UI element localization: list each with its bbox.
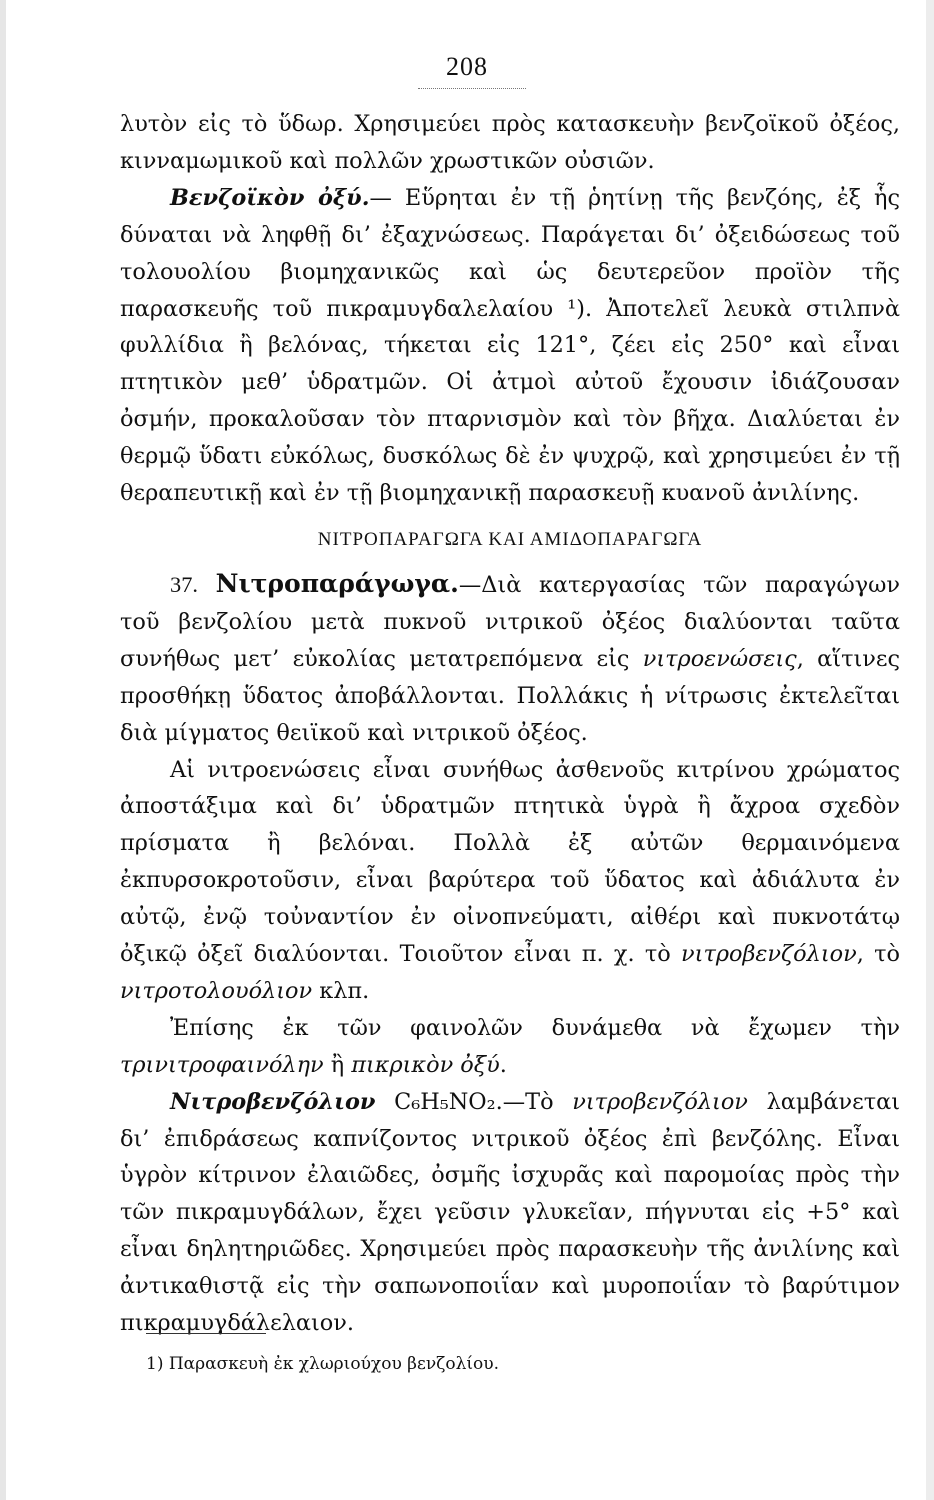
paragraph-lead-term: Νιτροβενζόλιον: [170, 1088, 376, 1115]
paragraph-text: .—Τὸ: [495, 1088, 573, 1115]
paragraph-text: λυτὸν εἰς τὸ ὕδωρ. Χρησιμεύει πρὸς κατασκευὴν βενζοϊκοῦ ὀξέος, κινναμωμικοῦ καὶ πολλῶν χρωστικῶν οὐσιῶν.: [120, 111, 900, 174]
paragraph-text: Ἐπίσης ἐκ τῶν φαινολῶν δυνάμεθα νὰ ἔχωμεν τὴν: [170, 1014, 900, 1041]
page-right-edge: [926, 0, 934, 1500]
paragraph-text: ἢ: [323, 1051, 352, 1078]
paragraph-text: .: [499, 1051, 507, 1078]
chemical-formula: C₆H₅NO₂: [394, 1088, 496, 1115]
footnote-rule: [146, 1333, 266, 1334]
italic-term: νιτροβενζόλιον: [681, 941, 857, 968]
paragraph-text: Αἱ νιτροενώσεις εἶναι συνήθως ἀσθενοῦς κιτρίνου χρώματος ἀποστάξιμα καὶ δι’ ὑδρατμῶν πτητικὰ ὑγρὰ ἢ ἄχροα σχεδὸν πρίσματα ἢ βελόναι. Πολλὰ ἐξ αὐτῶν θερμαινόμενα ἐκπυρσοκροτοῦσιν, εἶναι βαρύτερα τοῦ ὕδατος καὶ ἀδιάλυτα ἐν αὐτῷ, ἐνῷ τοὐναντίον ἐν οἰνοπνεύματι, αἰθέρι καὶ πυκνοτάτῳ ὀξικῷ ὀξεῖ διαλύονται. Τοιοῦτον εἶναι π. χ. τὸ: [120, 756, 900, 968]
italic-term: πικρικὸν ὀξύ: [351, 1051, 500, 1078]
italic-term: νιτροβενζόλιον: [572, 1088, 748, 1115]
paragraph-text: , τὸ: [856, 941, 900, 968]
page-number: 208: [446, 52, 488, 81]
section-heading: ΝΙΤΡΟΠΑΡΑΓΩΓΑ ΚΑΙ ΑΜΙΔΟΠΑΡΑΓΩΓΑ: [317, 528, 703, 550]
paragraph-text: κλπ.: [312, 977, 370, 1004]
paragraph-text: — Εὕρηται ἐν τῇ ῥητίνῃ τῆς βενζόης, ἐξ ἧς δύναται νὰ ληφθῇ δι’ ἐξαχνώσεως. Παράγεται δι’ ὀξειδώσεως τοῦ τολουολίου βιομηχανικῶς καὶ ὡς δευτερεῦον προϊὸν τῆς παρασκευῆς τοῦ πικραμυγδαλελαίου ¹). Ἀποτελεῖ λευκὰ στιλπνὰ φυλλίδια ἢ βελόνας, τήκεται εἰς 121°, ζέει εἰς 250° καὶ εἶναι πτητικὸν μεθ’ ὑδρατμῶν. Οἱ ἀτμοὶ αὐτοῦ ἔχουσιν ἰδιάζουσαν ὀσμήν, προκαλοῦσαν τὸν πταρνισμὸν καὶ τὸν βῆχα. Διαλύεται ἐν θερμῷ ὕδατι εὐκόλως, δυσκόλως δὲ ἐν ψυχρῷ, καὶ χρησιμεύει ἐν τῇ θεραπευτικῇ καὶ ἐν τῇ βιομηχανικῇ παρασκευῇ κυανοῦ ἀνιλίνης.: [120, 184, 900, 507]
section-number: 37.: [170, 571, 198, 597]
paragraph-phenols: [120, 1010, 900, 1084]
paragraph-benzoic-acid: [120, 180, 900, 512]
paragraph-text: —Διὰ κατεργασίας τῶν παραγώγων τοῦ βενζολίου μετὰ πυκνοῦ νιτρικοῦ ὀξέος διαλύονται ταῦτα συνήθως μετ’ εὐκολίας μετατρεπόμενα εἰς: [120, 571, 900, 672]
page-number-rule: [418, 88, 526, 89]
footnote: 1) Παρασκευὴ ἐκ χλωριούχου βενζολίου.: [146, 1354, 500, 1374]
section-title: Νιτροπαράγωγα.: [215, 568, 459, 598]
paragraph-text: , αἵτινες προσθήκῃ ὕδατος ἀποβάλλονται. Πολλάκις ἡ νίτρωσις ἐκτελεῖται διὰ μίγματος θειϊκοῦ καὶ νιτρικοῦ ὀξέος.: [120, 645, 900, 746]
italic-term: νιτροτολουόλιον: [120, 977, 313, 1004]
paragraph-lead-term: Βενζοϊκὸν ὀξύ.: [170, 184, 370, 211]
paragraph-nitrobenzene: [120, 1084, 900, 1342]
page-left-edge: [0, 0, 6, 1500]
page-body: [120, 106, 900, 1342]
italic-term: νιτροενώσεις: [642, 645, 797, 672]
paragraph-text: λαμβάνεται δι’ ἐπιδράσεως καπνίζοντος νιτρικοῦ ὀξέος ἐπὶ βενζόλης. Εἶναι ὑγρὸν κίτρινον ἐλαιῶδες, ὀσμῆς ἰσχυρᾶς καὶ παρομοίας πρὸς τὴν τῶν πικραμυγδάλων, ἔχει γεῦσιν γλυκεῖαν, πήγνυται εἰς +5° καὶ εἶναι δηλητηριῶδες. Χρησιμεύει πρὸς παρασκευὴν τῆς ἀνιλίνης καὶ ἀντικαθιστᾷ εἰς τὴν σαπωνοποιΐαν καὶ μυροποιΐαν τὸ βαρύτιμον πικραμυγδάλελαιον.: [120, 1088, 900, 1337]
italic-term: τρινιτροφαινόλην: [120, 1051, 324, 1078]
paragraph-continuation: [120, 106, 900, 180]
paragraph-nitro-compounds: [120, 752, 900, 1010]
paragraph-section-37: [120, 566, 900, 752]
